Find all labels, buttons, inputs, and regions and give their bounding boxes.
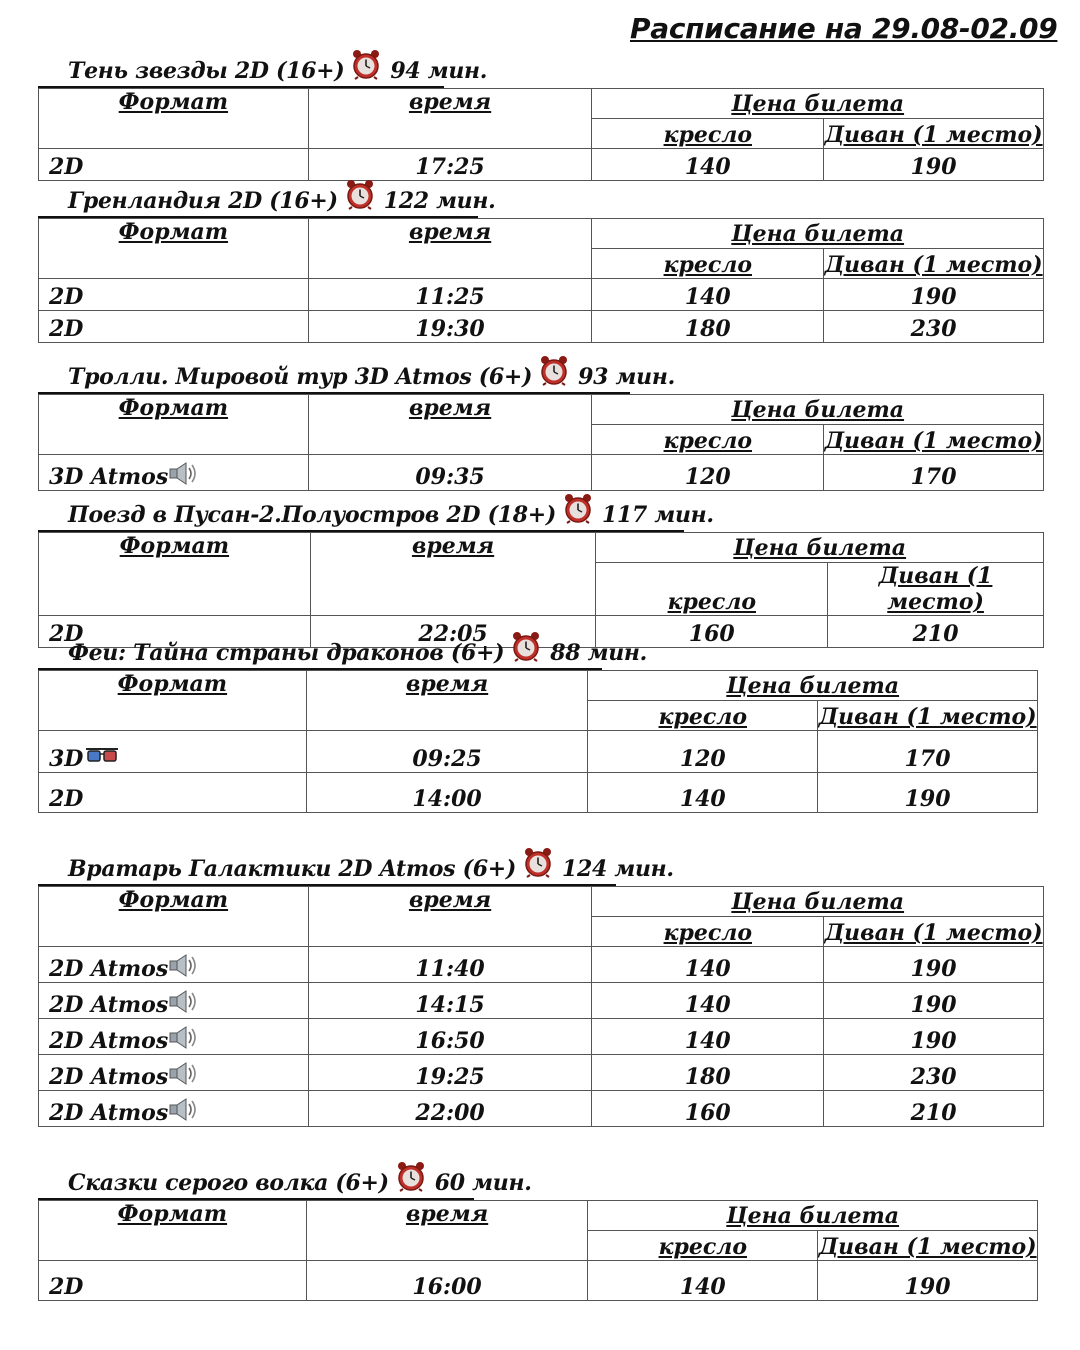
page-title: Расписание на 29.08-02.09 [630, 12, 1058, 45]
schedule-table [38, 1200, 1038, 1301]
ticket-price-header: Цена билета [596, 533, 1044, 563]
speaker-icon [168, 1096, 198, 1122]
movie-section [38, 640, 1038, 813]
table-row [39, 455, 1044, 491]
movie-duration: 88 мин. [550, 640, 647, 666]
chair-header: кресло [588, 701, 818, 731]
alarm-clock-icon [395, 1160, 427, 1192]
showtime-cell: 19:30 [308, 311, 592, 343]
sofa-price-cell: 190 [824, 1019, 1044, 1055]
table-row [39, 1055, 1044, 1091]
chair-price-cell: 140 [592, 1019, 824, 1055]
table-row [39, 947, 1044, 983]
movie-duration: 93 мин. [578, 364, 675, 390]
movie-section [38, 364, 1044, 491]
alarm-clock-icon [562, 492, 594, 524]
format-label: 2D [49, 786, 84, 812]
ticket-price-header: Цена билета [592, 887, 1044, 917]
movie-section [38, 188, 1044, 343]
chair-price-cell: 140 [592, 983, 824, 1019]
chair-price-cell: 160 [596, 616, 828, 648]
table-row [39, 1019, 1044, 1055]
schedule-table [38, 886, 1044, 1127]
alarm-clock-icon [350, 48, 382, 80]
sofa-price-cell: 190 [818, 773, 1038, 813]
showtime-cell: 16:50 [308, 1019, 592, 1055]
alarm-clock-icon [344, 178, 376, 210]
movie-title: Тень звезды 2D (16+) [68, 58, 345, 84]
table-header-row [39, 671, 1038, 701]
time-header: время [308, 887, 592, 947]
format-label: 3D Atmos [49, 464, 169, 490]
table-header-row [39, 219, 1044, 249]
alarm-clock-icon [538, 354, 570, 386]
movie-duration: 117 мин. [601, 502, 714, 528]
format-header: Формат [39, 89, 309, 149]
table-row [39, 773, 1038, 813]
ticket-price-header: Цена билета [592, 89, 1044, 119]
format-cell [39, 1261, 307, 1301]
sofa-price-cell: 190 [818, 1261, 1038, 1301]
table-row [39, 983, 1044, 1019]
chair-price-cell: 140 [588, 773, 818, 813]
sofa-header: Диван (1 место) [824, 917, 1044, 947]
chair-header: кресло [588, 1231, 818, 1261]
speaker-icon [168, 460, 198, 486]
movie-section [38, 1170, 1038, 1301]
showtime-cell: 19:25 [308, 1055, 592, 1091]
format-cell [39, 1019, 309, 1055]
table-header-row [39, 533, 1044, 563]
sofa-header: Диван (1 место) [824, 119, 1044, 149]
sofa-header: Диван (1 место) [824, 249, 1044, 279]
format-cell [39, 311, 309, 343]
showtime-cell: 22:00 [308, 1091, 592, 1127]
format-cell [39, 1091, 309, 1127]
schedule-table [38, 394, 1044, 491]
chair-price-cell: 160 [592, 1091, 824, 1127]
chair-price-cell: 140 [588, 1261, 818, 1301]
showtime-cell: 11:40 [308, 947, 592, 983]
ticket-price-header: Цена билета [588, 1201, 1038, 1231]
movie-duration: 94 мин. [390, 58, 488, 84]
ticket-price-header: Цена билета [592, 395, 1044, 425]
format-cell [39, 149, 309, 181]
sofa-header: Диван (1 место) [818, 1231, 1038, 1261]
table-row [39, 731, 1038, 773]
speaker-icon [168, 952, 198, 978]
schedule-table [38, 218, 1044, 343]
sofa-header: Диван (1 место) [818, 701, 1038, 731]
format-label: 2D [49, 284, 84, 310]
time-header: время [308, 395, 592, 455]
movie-header [38, 640, 647, 670]
movie-title: Сказки серого волка (6+) [68, 1170, 389, 1196]
chair-header: кресло [592, 119, 824, 149]
format-header: Формат [39, 395, 309, 455]
format-label: 2D [49, 1274, 84, 1300]
alarm-clock-icon [510, 630, 542, 662]
time-header: время [310, 533, 596, 616]
ticket-price-header: Цена билета [588, 671, 1038, 701]
sofa-price-cell: 210 [824, 1091, 1044, 1127]
sofa-price-cell: 170 [818, 731, 1038, 773]
sofa-price-cell: 190 [824, 983, 1044, 1019]
format-header: Формат [39, 887, 309, 947]
speaker-icon [168, 1060, 198, 1086]
format-cell [39, 947, 309, 983]
time-header: время [308, 219, 592, 279]
table-row [39, 1091, 1044, 1127]
chair-header: кресло [596, 563, 828, 616]
movie-header [38, 58, 488, 88]
3d-glasses-icon [85, 746, 119, 766]
sofa-price-cell: 230 [824, 311, 1044, 343]
time-header: время [306, 671, 588, 731]
chair-price-cell: 180 [592, 311, 824, 343]
sofa-price-cell: 170 [824, 455, 1044, 491]
sofa-price-cell: 230 [824, 1055, 1044, 1091]
showtime-cell: 14:15 [308, 983, 592, 1019]
schedule-table [38, 670, 1038, 813]
ticket-price-header: Цена билета [592, 219, 1044, 249]
time-header: время [308, 89, 592, 149]
format-cell [39, 983, 309, 1019]
format-label: 2D Atmos [49, 1064, 169, 1090]
sofa-price-cell: 190 [824, 947, 1044, 983]
chair-price-cell: 140 [592, 947, 824, 983]
format-label: 2D [49, 621, 84, 647]
table-header-row [39, 1201, 1038, 1231]
table-row [39, 311, 1044, 343]
format-label: 2D [49, 154, 84, 180]
time-header: время [306, 1201, 588, 1261]
format-cell [39, 773, 307, 813]
chair-price-cell: 180 [592, 1055, 824, 1091]
sofa-price-cell: 190 [824, 149, 1044, 181]
sofa-price-cell: 190 [824, 279, 1044, 311]
format-header: Формат [39, 533, 311, 616]
movie-title: Вратарь Галактики 2D Atmos (6+) [68, 856, 516, 882]
format-header: Формат [39, 671, 307, 731]
chair-header: кресло [592, 917, 824, 947]
showtime-cell: 09:25 [306, 731, 588, 773]
table-row [39, 1261, 1038, 1301]
format-label: 2D [49, 316, 84, 342]
schedule-table [38, 88, 1044, 181]
format-label: 3D [49, 746, 84, 772]
showtime-cell: 09:35 [308, 455, 592, 491]
movie-header [38, 364, 675, 394]
movie-duration: 122 мин. [383, 188, 496, 214]
movie-header [38, 1170, 532, 1200]
format-header: Формат [39, 219, 309, 279]
showtime-cell: 11:25 [308, 279, 592, 311]
movie-section [38, 58, 1044, 181]
alarm-clock-icon [522, 846, 554, 878]
speaker-icon [168, 988, 198, 1014]
table-header-row [39, 395, 1044, 425]
movie-duration: 60 мин. [434, 1170, 532, 1196]
movie-header [38, 188, 496, 218]
format-cell [39, 731, 307, 773]
table-row [39, 279, 1044, 311]
movie-duration: 124 мин. [561, 856, 674, 882]
showtime-cell: 16:00 [306, 1261, 588, 1301]
format-label: 2D Atmos [49, 1100, 169, 1126]
speaker-icon [168, 1024, 198, 1050]
sofa-price-cell: 210 [828, 616, 1044, 648]
chair-price-cell: 140 [592, 279, 824, 311]
format-label: 2D Atmos [49, 956, 169, 982]
format-label: 2D Atmos [49, 1028, 169, 1054]
sofa-header: Диван (1 место) [824, 425, 1044, 455]
showtime-cell: 17:25 [308, 149, 592, 181]
movie-title: Поезд в Пусан-2.Полуостров 2D (18+) [68, 502, 556, 528]
chair-price-cell: 140 [592, 149, 824, 181]
movie-section [38, 856, 1044, 1127]
showtime-cell: 22:05 [310, 616, 596, 648]
movie-title: Тролли. Мировой тур 3D Atmos (6+) [68, 364, 533, 390]
table-header-row [39, 887, 1044, 917]
format-cell [39, 455, 309, 491]
format-header: Формат [39, 1201, 307, 1261]
movie-header [38, 856, 674, 886]
showtime-cell: 14:00 [306, 773, 588, 813]
chair-price-cell: 120 [588, 731, 818, 773]
format-cell [39, 1055, 309, 1091]
movie-section [38, 502, 1044, 648]
movie-title: Феи: Тайна страны драконов (6+) [68, 640, 505, 666]
sofa-header: Диван (1 место) [828, 563, 1044, 616]
chair-header: кресло [592, 249, 824, 279]
format-cell [39, 279, 309, 311]
table-header-row [39, 89, 1044, 119]
format-label: 2D Atmos [49, 992, 169, 1018]
movie-title: Гренландия 2D (16+) [68, 188, 338, 214]
table-row [39, 149, 1044, 181]
chair-price-cell: 120 [592, 455, 824, 491]
chair-header: кресло [592, 425, 824, 455]
movie-header [38, 502, 714, 532]
